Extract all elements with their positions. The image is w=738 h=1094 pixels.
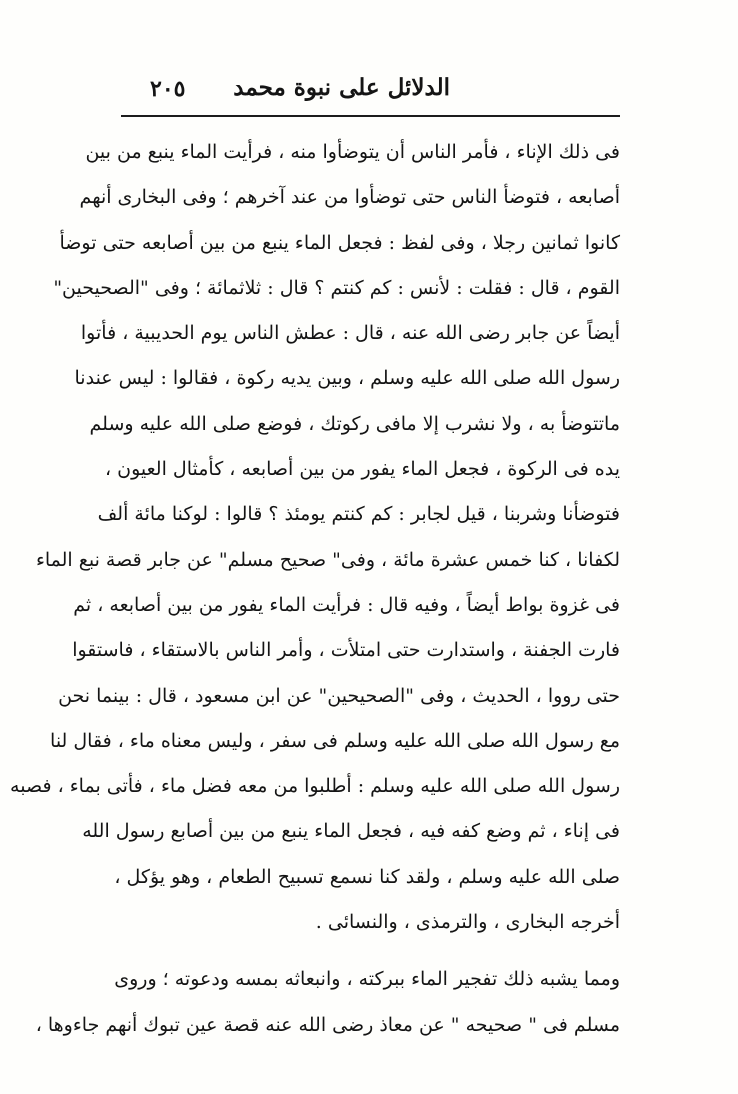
text-line: مع رسول الله صلى الله عليه وسلم فى سفر ، وليس معناه ماء ، فقال لنا	[50, 729, 620, 752]
page-header	[122, 74, 618, 110]
text-line: فى غزوة بواط أيضاً ، وفيه قال : فرأيت الماء يفور من بين أصابعه ، ثم	[73, 593, 620, 616]
paragraph-gap	[120, 945, 620, 957]
text-line: فى إناء ، ثم وضع كفه فيه ، فجعل الماء ينبع من بين أصابع رسول الله	[82, 820, 620, 843]
text-line: أيضاً عن جابر رضى الله عنه ، قال : عطش الناس يوم الحديبية ، فأتوا	[80, 322, 620, 345]
paragraph-2	[35, 957, 620, 1048]
text-line: مسلم فى " صحيحه " عن معاذ رضى الله عنه قصة عين تبوك أنهم جاءوها ،	[35, 1013, 620, 1036]
body-text	[10, 130, 620, 1048]
running-title: الدلائل على نبوة محمد	[233, 74, 450, 101]
text-line: القوم ، قال : فقلت : لأنس : كم كنتم ؟ قال : ثلاثمائة ؛ وفى "الصحيحين"	[53, 276, 620, 299]
text-line: رسول الله صلى الله عليه وسلم : أطلبوا من معه فضل ماء ، فأتى بماء ، فصبه	[10, 775, 620, 798]
page-number: ٢٠٥	[150, 76, 186, 102]
text-line: فى ذلك الإناء ، فأمر الناس أن يتوضأوا منه ، فرأيت الماء ينبع من بين	[85, 141, 620, 163]
header-rule	[121, 115, 620, 117]
text-line: أصابعه ، فتوضأ الناس حتى توضأوا من عند آخرهم ؛ وفى البخارى أنهم	[79, 186, 620, 209]
text-line: صلى الله عليه وسلم ، ولقد كنا نسمع تسبيح الطعام ، وهو يؤكل ،	[114, 865, 620, 888]
text-line: كانوا ثمانين رجلا ، وفى لفظ : فجعل الماء ينبع من بين أصابعه حتى توضأ	[59, 231, 620, 254]
text-line-last: أخرجه البخارى ، والترمذى ، والنسائى .	[315, 911, 620, 934]
text-line: ماتتوضأ به ، ولا نشرب إلا مافى ركوتك ، فوضع صلى الله عليه وسلم	[89, 412, 620, 435]
paragraph-1	[10, 130, 620, 945]
text-line: يده فى الركوة ، فجعل الماء يفور من بين أصابعه ، كأمثال العيون ،	[104, 458, 620, 481]
text-line: فارت الجفنة ، واستدارت حتى امتلأت ، وأمر الناس بالاستقاء ، فاستقوا	[72, 639, 620, 662]
text-line: لكفانا ، كنا خمس عشرة مائة ، وفى" صحيح مسلم" عن جابر قصة نبع الماء	[35, 548, 620, 571]
text-line: رسول الله صلى الله عليه وسلم ، وبين يديه ركوة ، فقالوا : ليس عندنا	[74, 367, 620, 390]
text-line: حتى رووا ، الحديث ، وفى "الصحيحين" عن ابن مسعود ، قال : بينما نحن	[58, 684, 620, 707]
text-line: فتوضأنا وشربنا ، قيل لجابر : كم كنتم يومئذ ؟ قالوا : لوكنا مائة ألف	[97, 503, 620, 526]
text-line: ومما يشبه ذلك تفجير الماء ببركته ، وانبعاثه بمسه ودعوته ؛ وروى	[114, 968, 620, 991]
